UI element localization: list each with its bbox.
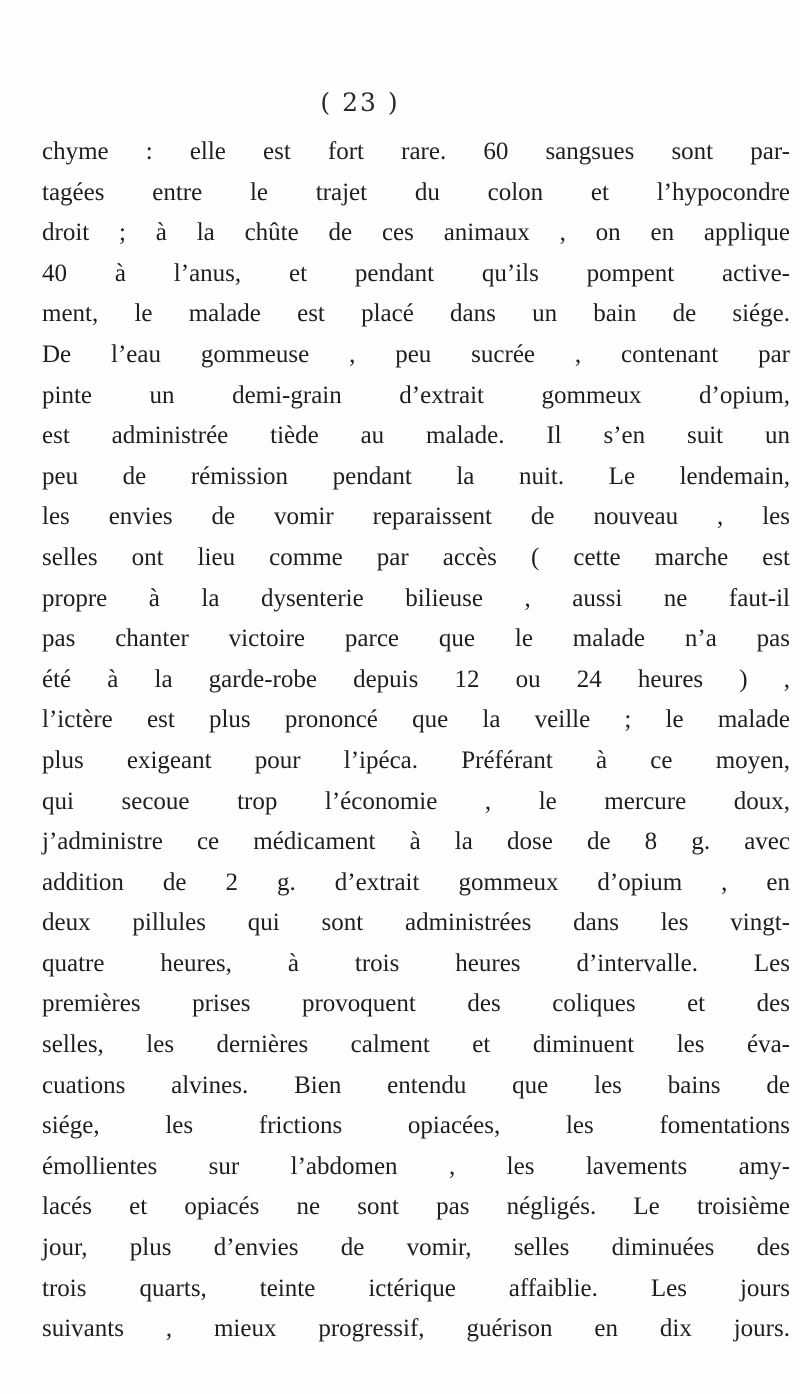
text-line: addition de 2 g. d’extrait gommeux d’opium , en <box>42 868 790 896</box>
text-line: selles ont lieu comme par accès ( cette marche est <box>42 543 790 571</box>
text-line: selles, les dernières calment et diminuent les éva- <box>42 1031 790 1059</box>
text-line: De l’eau gommeuse , peu sucrée , contenant par <box>42 340 790 368</box>
text-line: pas chanter victoire parce que le malade n’a pas <box>42 625 790 653</box>
text-line: j’administre ce médicament à la dose de 8 g. avec <box>42 828 790 856</box>
text-line: les envies de vomir reparaissent de nouveau , les <box>42 503 790 531</box>
body-text <box>42 132 790 1350</box>
text-line: plus exigeant pour l’ipéca. Préférant à ce moyen, <box>42 746 790 774</box>
text-line: émollientes sur l’abdomen , les lavements amy- <box>42 1152 790 1180</box>
text-line: deux pillules qui sont administrées dans les vingt- <box>42 909 790 937</box>
text-line: siége, les frictions opiacées, les fomentations <box>42 1112 790 1140</box>
text-line: lacés et opiacés ne sont pas négligés. Le troisième <box>42 1193 790 1221</box>
text-line: tagées entre le trajet du colon et l’hypocondre <box>42 178 790 206</box>
text-line: pinte un demi-grain d’extrait gommeux d’opium, <box>42 381 790 409</box>
text-line: chyme : elle est fort rare. 60 sangsues sont par- <box>42 138 790 165</box>
text-line: suivants , mieux progressif, guérison en dix jours. <box>42 1315 790 1343</box>
page-number: ( 23 ) <box>320 88 400 117</box>
text-line: été à la garde-robe depuis 12 ou 24 heures ) , <box>42 665 790 693</box>
text-line: l’ictère est plus prononcé que la veille ; le malade <box>42 706 790 734</box>
text-line: jour, plus d’envies de vomir, selles diminuées des <box>42 1234 790 1262</box>
text-line: trois quarts, teinte ictérique affaiblie. Les jours <box>42 1274 790 1302</box>
text-line: cuations alvines. Bien entendu que les bains de <box>42 1071 790 1099</box>
text-line: droit ; à la chûte de ces animaux , on en applique <box>42 219 790 247</box>
text-line: est administrée tiède au malade. Il s’en suit un <box>42 422 790 450</box>
text-line: qui secoue trop l’économie , le mercure doux, <box>42 787 790 815</box>
text-line: premières prises provoquent des coliques et des <box>42 990 790 1018</box>
text-line: ment, le malade est placé dans un bain de siége. <box>42 300 790 328</box>
text-line: peu de rémission pendant la nuit. Le lendemain, <box>42 462 790 490</box>
text-line: 40 à l’anus, et pendant qu’ils pompent active- <box>42 259 790 287</box>
text-line: propre à la dysenterie bilieuse , aussi ne faut-il <box>42 584 790 612</box>
text-line: quatre heures, à trois heures d’intervalle. Les <box>42 949 790 977</box>
